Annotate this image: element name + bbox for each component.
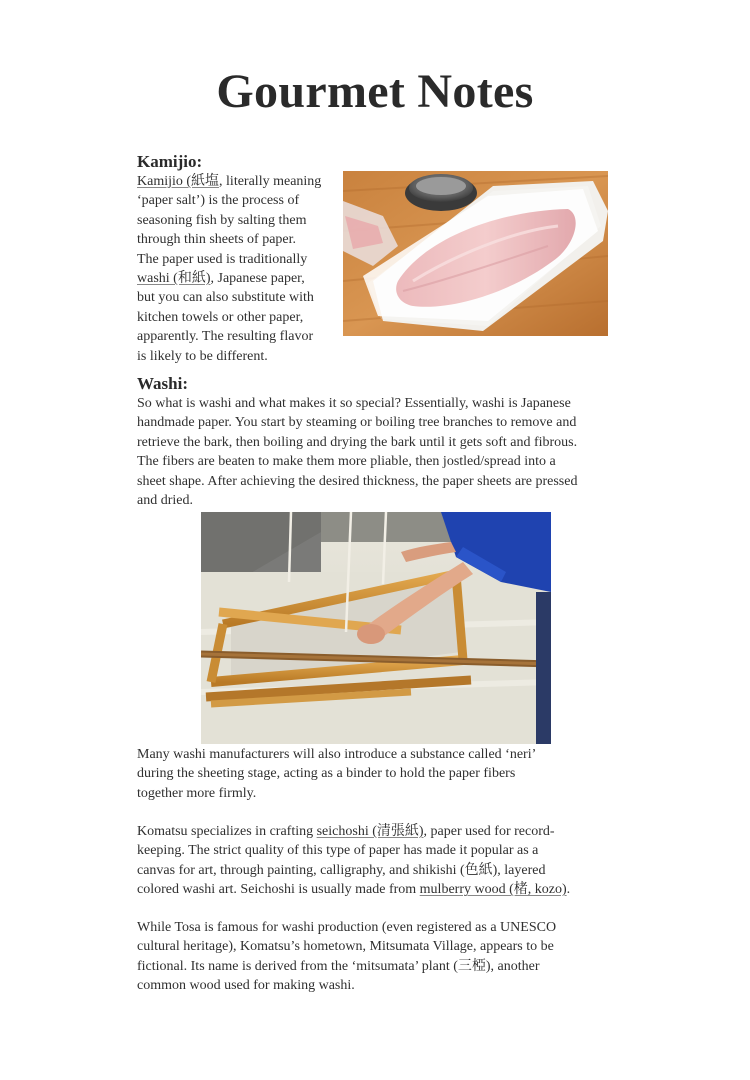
- kamijio-link[interactable]: Kamijio (紙塩: [137, 174, 220, 189]
- washi-paragraph-4: While Tosa is famous for washi production (even registered as a UNESCO cultural heritage), Komatsu’s hometown, Mitsumata Village, appears to be fictional. Its name is derived from the ‘mitsumata’ plant (三椏), another common wood used for making washi.: [137, 920, 557, 994]
- papermaking-photo: [201, 512, 551, 744]
- mulberry-wood-link[interactable]: mulberry wood (楮, kozo): [419, 882, 567, 898]
- kamijio-paragraph: Kamijio (紙塩, literally meaning ‘paper salt’) is the process of seasoning fish by salting them through thin sheets of paper. The paper used is traditionally washi (和紙), Japanese paper, but you can also substitute with kitchen towels or other paper, apparently. The resulting flavor is likely to be different.: [137, 174, 322, 364]
- kamijio-heading: Kamijio:: [137, 152, 203, 171]
- fish-in-paper-photo: [343, 171, 608, 336]
- washi-link[interactable]: washi (和紙): [137, 271, 211, 287]
- washi-paragraph-3: Komatsu specializes in crafting seichoshi (清張紙), paper used for record- keeping. The strict quality of this type of paper has made it popular as a canvas for art, through painting, calligraphy, and shikishi (色紙), layered colored washi art. Seichoshi is usually made from mulberry wood (楮, kozo).: [137, 824, 571, 898]
- page-title: Gourmet Notes: [216, 65, 534, 118]
- washi-paragraph-1: So what is washi and what makes it so special? Essentially, washi is Japanese handmade paper. You start by steaming or boiling tree branches to remove and retrieve the bark, then boiling and drying the bark until it gets soft and fibrous. The fibers are beaten to make them more pliable, then jostled/spread into a sheet shape. After achieving the desired thickness, the paper sheets are pressed and dried.: [137, 396, 578, 509]
- washi-paragraph-2: Many washi manufacturers will also introduce a substance called ‘neri’ during the sheeting stage, acting as a binder to hold the paper fibers together more firmly.: [137, 747, 537, 801]
- seichoshi-link[interactable]: seichoshi (清張紙): [316, 824, 424, 839]
- washi-heading: Washi:: [137, 374, 189, 393]
